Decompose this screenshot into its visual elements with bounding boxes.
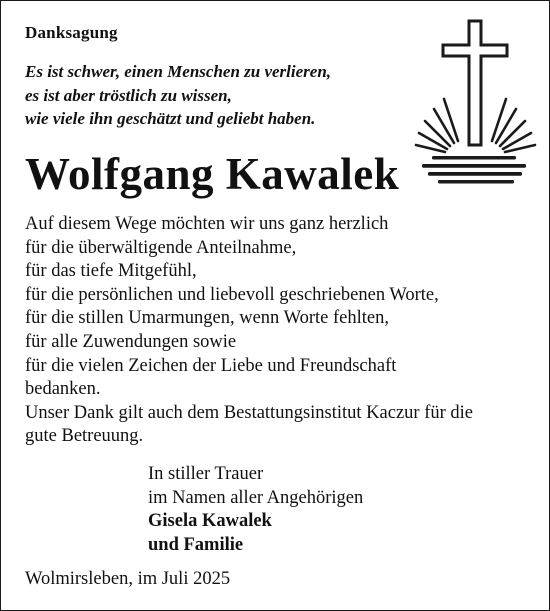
place-and-date: Wolmirsleben, im Juli 2025 xyxy=(25,569,231,589)
text-line: für die persönlichen und liebevoll geschriebenen Worte, xyxy=(25,284,439,305)
text-line: Auf diesem Wege möchten wir uns ganz herzlich xyxy=(25,214,389,234)
memorial-quote xyxy=(25,60,331,131)
cross-with-rays-icon xyxy=(414,17,538,189)
text-line: für das tiefe Mitgefühl, xyxy=(25,261,197,282)
signatory-name: Gisela Kawalek xyxy=(148,511,272,532)
quote-line: wie viele ihn geschätzt und geliebt haben. xyxy=(25,109,316,128)
gratitude-text xyxy=(25,213,473,449)
signature-line: im Namen aller Angehörigen xyxy=(148,487,364,508)
quote-line: es ist aber tröstlich zu wissen, xyxy=(25,85,232,105)
signature-block xyxy=(148,463,363,557)
signature-line: In stiller Trauer xyxy=(148,464,264,484)
notice-heading: Danksagung xyxy=(25,23,118,42)
text-line: gute Betreuung. xyxy=(25,426,144,447)
text-line: für die überwältigende Anteilnahme, xyxy=(25,237,297,258)
deceased-name: Wolfgang Kawalek xyxy=(25,149,400,199)
signatory-family: und Familie xyxy=(148,534,244,555)
text-line: für die vielen Zeichen der Liebe und Freundschaft xyxy=(25,355,397,376)
text-line: Unser Dank gilt auch dem Bestattungsinstitut Kaczur für die xyxy=(25,402,474,423)
quote-line: Es ist schwer, einen Menschen zu verlieren, xyxy=(25,62,332,81)
text-line: für die stillen Umarmungen, wenn Worte fehlten, xyxy=(25,308,389,329)
text-line: für alle Zuwendungen sowie xyxy=(25,331,237,352)
text-line: bedanken. xyxy=(25,379,101,400)
